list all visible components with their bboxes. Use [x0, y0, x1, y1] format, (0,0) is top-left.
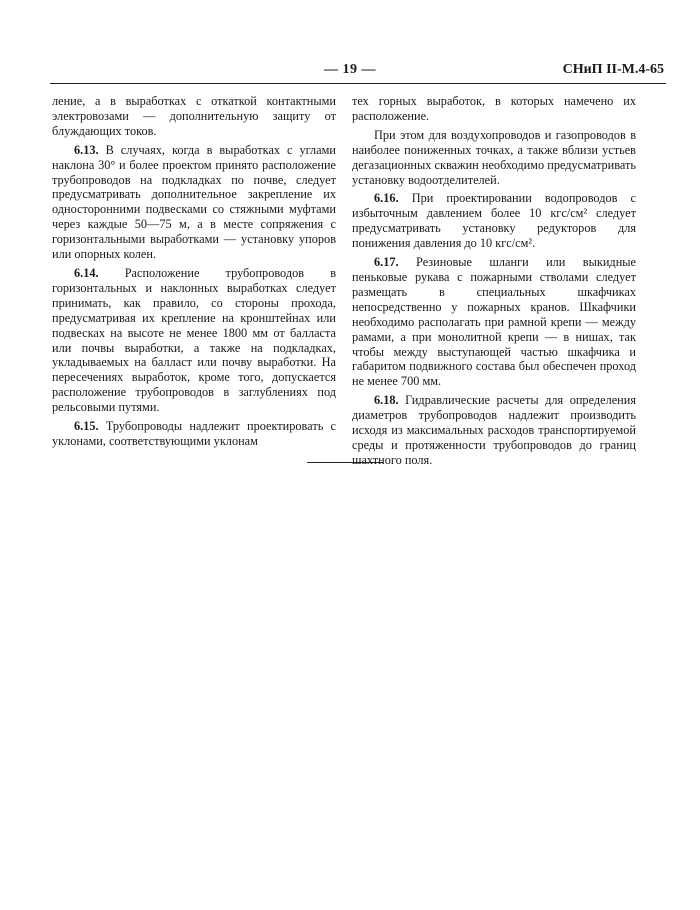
- left-column: [52, 94, 336, 453]
- clause-number: 6.14.: [74, 265, 99, 280]
- end-rule: [307, 462, 383, 463]
- clause-6-14: [52, 266, 336, 415]
- clause-text: При проектировании водопроводов с избыточным давлением более 10 кгс/см² следует предусматривать установку редукторов для понижения давления до 10 кгс/см².: [352, 191, 636, 251]
- clause-6-15: [52, 419, 336, 449]
- header-rule: [50, 83, 666, 84]
- clause-number: 6.18.: [374, 393, 399, 408]
- clause-text: Расположение трубопроводов в горизонтальных и наклонных выработках следует принимать, как правило, со стороны прохода, предусматривая их крепление на кронштейнах или подвесках на высоте не менее 1800 мм от балласта или почвы выработки, а также на подкладках, укладываемых на балласт или почву выработки. На пересечениях выработок, кроме того, допускается расположение трубопроводов в заглублениях под рельсовыми путями.: [52, 265, 336, 415]
- clause-6-18: [352, 393, 636, 468]
- paragraph-continuation: [52, 94, 336, 139]
- clause-number: 6.13.: [74, 142, 99, 157]
- clause-text: Трубопроводы надлежит проектировать с уклонами, соответствующими уклонам: [52, 419, 336, 448]
- right-column: [352, 94, 636, 472]
- paragraph-text: тех горных выработок, в которых намечено их расположение.: [352, 94, 636, 123]
- clause-number: 6.17.: [374, 255, 399, 270]
- paragraph-continuation: [352, 94, 636, 124]
- page-number: — 19 —: [324, 62, 376, 77]
- clause-text: Гидравлические расчеты для определения диаметров трубопроводов надлежит производить исходя из максимальных расходов транспортируемой среды и протяженности трубопроводов до границ шахтного поля.: [352, 393, 636, 467]
- paragraph-text: При этом для воздухопроводов и газопроводов в наиболее пониженных точках, а также вблизи устьев дегазационных скважин необходимо предусматривать установку водоотделителей.: [352, 127, 636, 187]
- clause-text: В случаях, когда в выработках с углами наклона 30° и более проектом принято расположение трубопроводов на подкладках по почве, следует предусматривать дополнительное закрепление их односторонними подвесками со стяжными муфтами через каждые 50—75 м, а в месте сопряжения с горизонтальными выработками — установку упоров или опорных колен.: [52, 142, 336, 262]
- clause-number: 6.15.: [74, 419, 99, 434]
- clause-6-13: [52, 143, 336, 262]
- paragraph-text: ление, а в выработках с откаткой контактными электровозами — дополнительную защиту от блуждающих токов.: [52, 94, 336, 138]
- clause-text: Резиновые шланги или выкидные пеньковые рукава с пожарными стволами следует размещать в специальных шкафчиках непосредственно у пожарных кранов. Шкафчики необходимо располагать при рамной крепи — между рамами, а при монолитной крепи — в нишах, так чтобы между выступающей частью шкафчика и габаритом подвижного состава был обеспечен проход не менее 700 мм.: [352, 255, 636, 389]
- clause-6-16: [352, 191, 636, 251]
- paragraph: [352, 128, 636, 188]
- document-code: СНиП II-М.4-65: [562, 62, 664, 77]
- clause-6-17: [352, 255, 636, 389]
- clause-number: 6.16.: [374, 191, 399, 206]
